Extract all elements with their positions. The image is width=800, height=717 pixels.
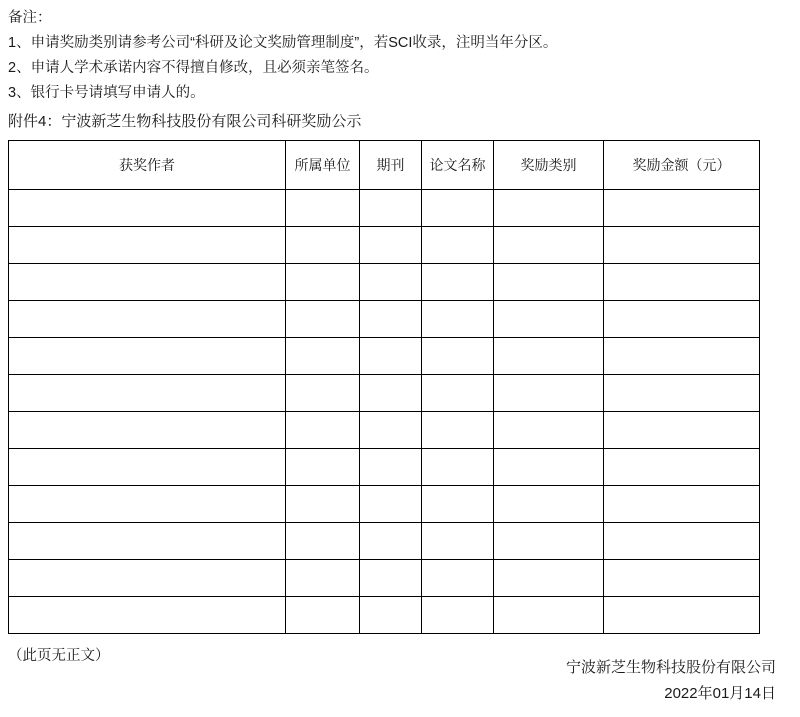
cell-paper[interactable]	[422, 227, 494, 264]
cell-author[interactable]	[9, 227, 286, 264]
cell-type[interactable]	[494, 560, 604, 597]
cell-unit[interactable]	[286, 412, 360, 449]
notes-section	[8, 6, 776, 106]
cell-unit[interactable]	[286, 523, 360, 560]
cell-unit[interactable]	[286, 190, 360, 227]
cell-journal[interactable]	[360, 227, 422, 264]
cell-paper[interactable]	[422, 190, 494, 227]
cell-author[interactable]	[9, 412, 286, 449]
cell-journal[interactable]	[360, 486, 422, 523]
cell-unit[interactable]	[286, 375, 360, 412]
table-row	[9, 301, 760, 338]
column-header-amount: 奖励金额（元）	[604, 141, 760, 190]
table-body	[9, 190, 760, 634]
table-header	[9, 141, 760, 190]
cell-unit[interactable]	[286, 486, 360, 523]
cell-author[interactable]	[9, 523, 286, 560]
column-header-unit: 所属单位	[286, 141, 360, 190]
column-header-author: 获奖作者	[9, 141, 286, 190]
cell-journal[interactable]	[360, 338, 422, 375]
cell-journal[interactable]	[360, 597, 422, 634]
cell-author[interactable]	[9, 560, 286, 597]
cell-paper[interactable]	[422, 449, 494, 486]
cell-amount[interactable]	[604, 227, 760, 264]
cell-paper[interactable]	[422, 412, 494, 449]
cell-unit[interactable]	[286, 301, 360, 338]
cell-amount[interactable]	[604, 190, 760, 227]
table-row	[9, 523, 760, 560]
cell-type[interactable]	[494, 338, 604, 375]
cell-unit[interactable]	[286, 560, 360, 597]
notes-title: 备注：	[8, 10, 52, 26]
cell-type[interactable]	[494, 190, 604, 227]
cell-type[interactable]	[494, 375, 604, 412]
note-item-1: 1、申请奖励类别请参考公司“科研及论文奖励管理制度”，若SCI收录，注明当年分区。	[8, 35, 558, 51]
cell-type[interactable]	[494, 264, 604, 301]
cell-journal[interactable]	[360, 449, 422, 486]
cell-type[interactable]	[494, 449, 604, 486]
cell-unit[interactable]	[286, 338, 360, 375]
cell-amount[interactable]	[604, 264, 760, 301]
signature-company: 宁波新芝生物科技股份有限公司	[565, 659, 776, 676]
cell-paper[interactable]	[422, 375, 494, 412]
cell-type[interactable]	[494, 412, 604, 449]
cell-journal[interactable]	[360, 301, 422, 338]
cell-paper[interactable]	[422, 264, 494, 301]
table-row	[9, 338, 760, 375]
cell-amount[interactable]	[604, 412, 760, 449]
cell-type[interactable]	[494, 486, 604, 523]
cell-paper[interactable]	[422, 523, 494, 560]
table-row	[9, 449, 760, 486]
cell-paper[interactable]	[422, 338, 494, 375]
cell-unit[interactable]	[286, 597, 360, 634]
cell-journal[interactable]	[360, 190, 422, 227]
signature-block	[566, 655, 776, 707]
cell-author[interactable]	[9, 375, 286, 412]
cell-paper[interactable]	[422, 560, 494, 597]
cell-paper[interactable]	[422, 301, 494, 338]
cell-type[interactable]	[494, 301, 604, 338]
cell-amount[interactable]	[604, 301, 760, 338]
cell-journal[interactable]	[360, 523, 422, 560]
cell-author[interactable]	[9, 597, 286, 634]
column-header-type: 奖励类别	[494, 141, 604, 190]
cell-type[interactable]	[494, 597, 604, 634]
cell-journal[interactable]	[360, 560, 422, 597]
cell-author[interactable]	[9, 190, 286, 227]
cell-amount[interactable]	[604, 560, 760, 597]
cell-type[interactable]	[494, 523, 604, 560]
table-row	[9, 190, 760, 227]
table-row	[9, 486, 760, 523]
attachment-title: 附件4：宁波新芝生物科技股份有限公司科研奖励公示	[8, 113, 362, 130]
cell-amount[interactable]	[604, 597, 760, 634]
cell-amount[interactable]	[604, 338, 760, 375]
cell-unit[interactable]	[286, 449, 360, 486]
note-item-3: 3、银行卡号请填写申请人的。	[8, 85, 205, 101]
note-item-2: 2、申请人学术承诺内容不得擅自修改，且必须亲笔签名。	[8, 60, 379, 76]
cell-amount[interactable]	[604, 375, 760, 412]
cell-author[interactable]	[9, 338, 286, 375]
table-row	[9, 375, 760, 412]
column-header-journal: 期刊	[360, 141, 422, 190]
cell-author[interactable]	[9, 486, 286, 523]
cell-amount[interactable]	[604, 523, 760, 560]
column-header-paper: 论文名称	[422, 141, 494, 190]
cell-amount[interactable]	[604, 449, 760, 486]
cell-unit[interactable]	[286, 264, 360, 301]
signature-date: 2022年01月14日	[664, 685, 776, 702]
cell-amount[interactable]	[604, 486, 760, 523]
table-row	[9, 560, 760, 597]
cell-paper[interactable]	[422, 597, 494, 634]
cell-journal[interactable]	[360, 412, 422, 449]
cell-unit[interactable]	[286, 227, 360, 264]
cell-author[interactable]	[9, 301, 286, 338]
cell-paper[interactable]	[422, 486, 494, 523]
cell-type[interactable]	[494, 227, 604, 264]
award-table	[8, 140, 760, 634]
table-row	[9, 597, 760, 634]
table-header-row	[9, 141, 760, 190]
table-row	[9, 264, 760, 301]
cell-author[interactable]	[9, 264, 286, 301]
table-row	[9, 412, 760, 449]
cell-journal[interactable]	[360, 375, 422, 412]
no-text-note: （此页无正文）	[8, 648, 110, 664]
table-row	[9, 227, 760, 264]
cell-journal[interactable]	[360, 264, 422, 301]
cell-author[interactable]	[9, 449, 286, 486]
